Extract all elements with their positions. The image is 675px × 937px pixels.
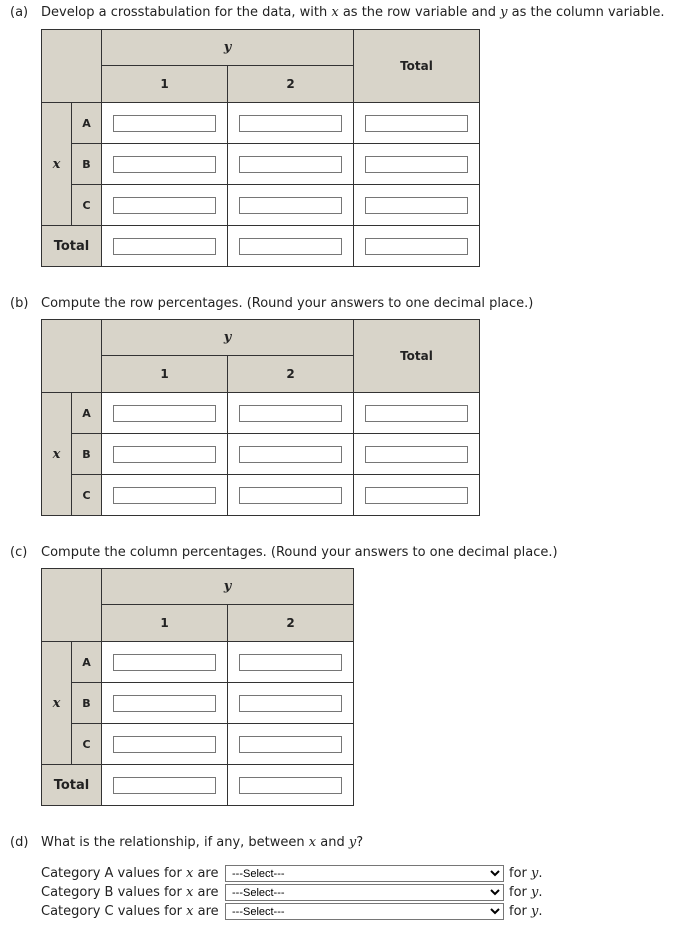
colpct-c-2-input[interactable]: [239, 736, 342, 753]
crosstab-table: [41, 29, 480, 267]
row-header-b: B: [72, 144, 102, 185]
corner-cell: [42, 30, 102, 103]
cell: [354, 393, 480, 434]
relationship-row-a: Category A values for x are ---Select--- for y.: [41, 865, 225, 882]
cell: [228, 103, 354, 144]
part-c-question: (c) Compute the column percentages. (Round your answers to one decimal place.): [10, 545, 558, 560]
crosstab-a-1-input[interactable]: [113, 115, 216, 132]
rowpct-c-1-input[interactable]: [113, 487, 216, 504]
crosstab-c-1-input[interactable]: [113, 197, 216, 214]
row-percentages-table: [41, 319, 480, 516]
crosstab-c-2-input[interactable]: [239, 197, 342, 214]
crosstab-total-total-input[interactable]: [365, 238, 468, 255]
cell: [102, 226, 228, 267]
total-row-header: Total: [42, 765, 102, 806]
cell: [102, 144, 228, 185]
row-header-a: A: [72, 103, 102, 144]
part-a-label: (a): [10, 5, 29, 20]
column-percentages-table: [41, 568, 354, 806]
cell: [228, 393, 354, 434]
cell: [102, 475, 228, 516]
total-row-header: Total: [42, 226, 102, 267]
cell: [102, 434, 228, 475]
cell: [228, 683, 354, 724]
cell: [102, 724, 228, 765]
relationship-a-select[interactable]: [225, 865, 504, 882]
cell: [228, 724, 354, 765]
col-header-1: 1: [102, 66, 228, 103]
rowpct-b-1-input[interactable]: [113, 446, 216, 463]
colpct-a-1-input[interactable]: [113, 654, 216, 671]
x-header: x: [42, 393, 72, 516]
rowpct-a-1-input[interactable]: [113, 405, 216, 422]
part-b-label: (b): [10, 296, 29, 311]
col-header-2: 2: [228, 605, 354, 642]
cell: [102, 765, 228, 806]
row-header-b: B: [72, 683, 102, 724]
cell: [354, 103, 480, 144]
row-header-a: A: [72, 393, 102, 434]
x-header: x: [42, 642, 72, 765]
colpct-b-2-input[interactable]: [239, 695, 342, 712]
cell: [102, 393, 228, 434]
y-header: y: [102, 320, 354, 356]
crosstab-a-2-input[interactable]: [239, 115, 342, 132]
row-header-a: A: [72, 642, 102, 683]
col-header-1: 1: [102, 356, 228, 393]
cell: [228, 642, 354, 683]
rowpct-b-2-input[interactable]: [239, 446, 342, 463]
colpct-b-1-input[interactable]: [113, 695, 216, 712]
rowpct-b-total-input[interactable]: [365, 446, 468, 463]
x-header: x: [42, 103, 72, 226]
part-a-question: (a) Develop a crosstabulation for the data, with x as the row variable and y as the column variable.: [10, 5, 665, 20]
corner-cell: [42, 320, 102, 393]
crosstab-b-1-input[interactable]: [113, 156, 216, 173]
total-col-header: Total: [354, 320, 480, 393]
rowpct-a-2-input[interactable]: [239, 405, 342, 422]
row-header-c: C: [72, 475, 102, 516]
cell: [102, 683, 228, 724]
rowpct-c-total-input[interactable]: [365, 487, 468, 504]
cell: [354, 144, 480, 185]
crosstab-total-2-input[interactable]: [239, 238, 342, 255]
cell: [102, 185, 228, 226]
part-b-question: (b) Compute the row percentages. (Round your answers to one decimal place.): [10, 296, 534, 311]
col-header-2: 2: [228, 356, 354, 393]
part-d-label: (d): [10, 835, 29, 850]
part-c-label: (c): [10, 545, 28, 560]
crosstab-b-total-input[interactable]: [365, 156, 468, 173]
cell: [354, 185, 480, 226]
y-header: y: [102, 569, 354, 605]
total-col-header: Total: [354, 30, 480, 103]
relationship-row-b: Category B values for x are ---Select--- for y.: [41, 884, 225, 901]
cell: [228, 475, 354, 516]
cell: [228, 144, 354, 185]
cell: [228, 434, 354, 475]
corner-cell: [42, 569, 102, 642]
crosstab-total-1-input[interactable]: [113, 238, 216, 255]
relationship-row-c: Category C values for x are ---Select--- for y.: [41, 903, 225, 920]
part-d-question: (d) What is the relationship, if any, between x and y?: [10, 835, 364, 850]
cell: [102, 103, 228, 144]
cell: [228, 185, 354, 226]
relationship-b-select[interactable]: [225, 884, 504, 901]
colpct-c-1-input[interactable]: [113, 736, 216, 753]
row-header-b: B: [72, 434, 102, 475]
cell: [354, 434, 480, 475]
rowpct-c-2-input[interactable]: [239, 487, 342, 504]
col-header-2: 2: [228, 66, 354, 103]
colpct-total-1-input[interactable]: [113, 777, 216, 794]
crosstab-a-total-input[interactable]: [365, 115, 468, 132]
rowpct-a-total-input[interactable]: [365, 405, 468, 422]
row-header-c: C: [72, 724, 102, 765]
col-header-1: 1: [102, 605, 228, 642]
colpct-total-2-input[interactable]: [239, 777, 342, 794]
cell: [102, 642, 228, 683]
cell: [354, 226, 480, 267]
cell: [228, 226, 354, 267]
cell: [228, 765, 354, 806]
crosstab-b-2-input[interactable]: [239, 156, 342, 173]
crosstab-c-total-input[interactable]: [365, 197, 468, 214]
colpct-a-2-input[interactable]: [239, 654, 342, 671]
y-header: y: [102, 30, 354, 66]
relationship-c-select[interactable]: [225, 903, 504, 920]
row-header-c: C: [72, 185, 102, 226]
cell: [354, 475, 480, 516]
